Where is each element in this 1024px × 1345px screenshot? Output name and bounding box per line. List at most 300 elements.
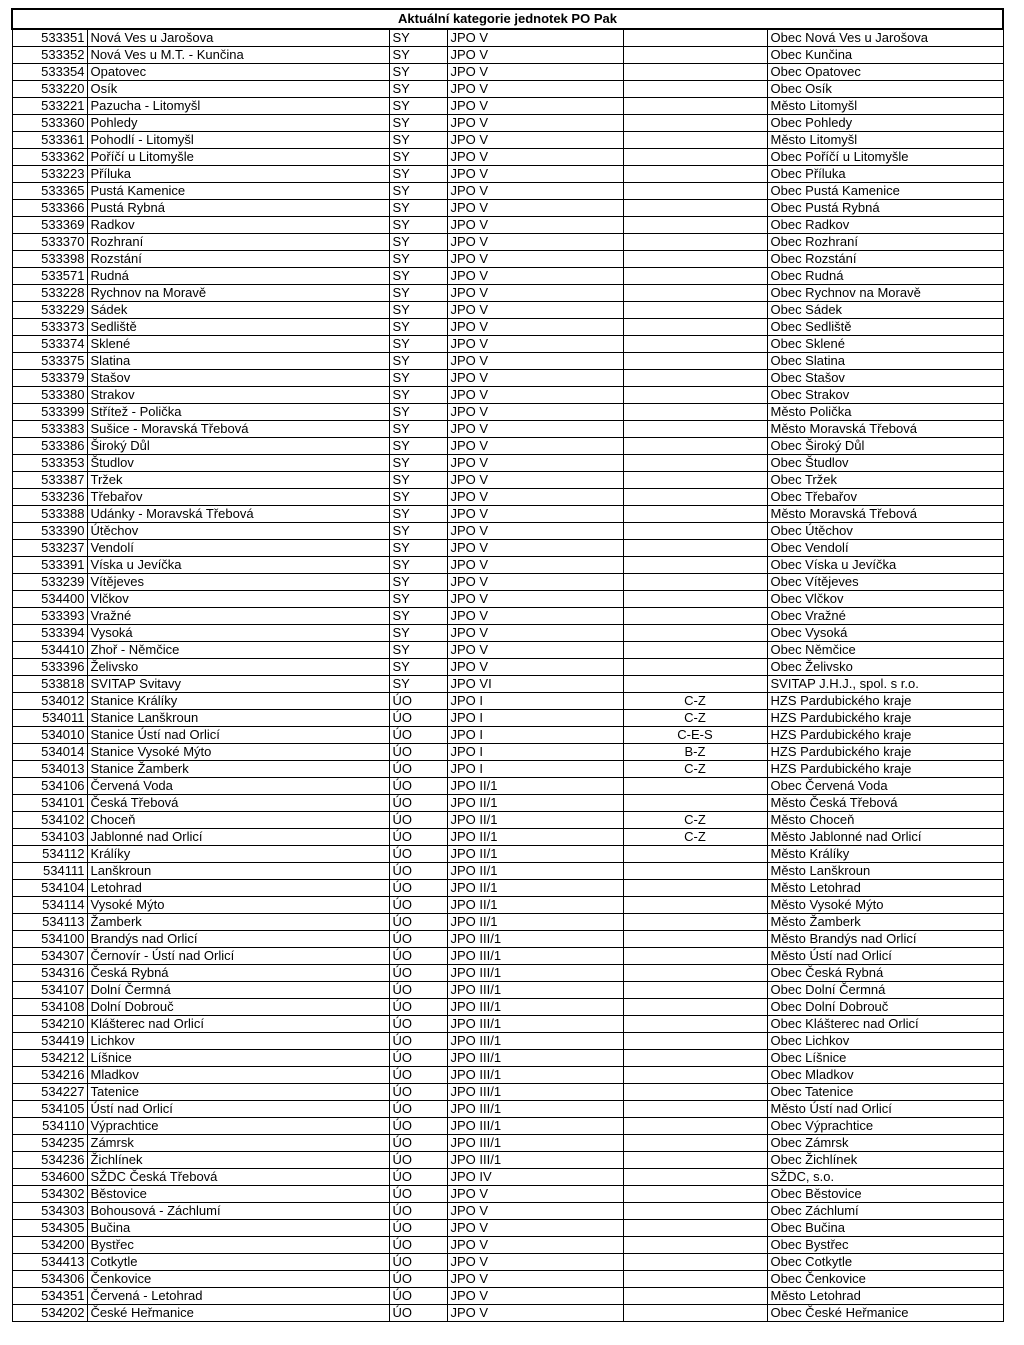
- unit-name-cell: Žamberk: [87, 914, 389, 931]
- category-cell: SY: [389, 149, 447, 166]
- owner-cell: Obec Příluka: [767, 166, 1003, 183]
- note-cell: [623, 880, 767, 897]
- category-cell: ÚO: [389, 1050, 447, 1067]
- table-row: [12, 829, 1003, 846]
- jpo-category-cell: JPO III/1: [447, 965, 623, 982]
- unit-name-cell: Ústí nad Orlicí: [87, 1101, 389, 1118]
- table-row: [12, 336, 1003, 353]
- note-cell: [623, 506, 767, 523]
- table-row: [12, 795, 1003, 812]
- unit-name-cell: Dolní Dobrouč: [87, 999, 389, 1016]
- unit-name-cell: Bohousová - Záchlumí: [87, 1203, 389, 1220]
- owner-cell: Obec Študlov: [767, 455, 1003, 472]
- jpo-category-cell: JPO I: [447, 727, 623, 744]
- unit-code-cell: 533236: [12, 489, 87, 506]
- note-cell: [623, 1254, 767, 1271]
- note-cell: [623, 914, 767, 931]
- jpo-category-cell: JPO III/1: [447, 1084, 623, 1101]
- jpo-category-cell: JPO III/1: [447, 1152, 623, 1169]
- owner-cell: Obec Pustá Rybná: [767, 200, 1003, 217]
- owner-cell: Obec Záchlumí: [767, 1203, 1003, 1220]
- note-cell: [623, 217, 767, 234]
- owner-cell: Obec Třebařov: [767, 489, 1003, 506]
- owner-cell: Obec Rozstání: [767, 251, 1003, 268]
- unit-name-cell: Sušice - Moravská Třebová: [87, 421, 389, 438]
- table-row: [12, 1101, 1003, 1118]
- table-row: [12, 914, 1003, 931]
- jpo-category-cell: JPO V: [447, 574, 623, 591]
- table-row: [12, 676, 1003, 693]
- category-cell: SY: [389, 523, 447, 540]
- unit-name-cell: Pustá Kamenice: [87, 183, 389, 200]
- note-cell: [623, 863, 767, 880]
- table-row: [12, 353, 1003, 370]
- unit-code-cell: 533383: [12, 421, 87, 438]
- jpo-category-cell: JPO V: [447, 370, 623, 387]
- note-cell: [623, 897, 767, 914]
- note-cell: [623, 540, 767, 557]
- jpo-category-cell: JPO V: [447, 642, 623, 659]
- unit-code-cell: 533386: [12, 438, 87, 455]
- unit-name-cell: Nová Ves u M.T. - Kunčina: [87, 47, 389, 64]
- unit-code-cell: 534111: [12, 863, 87, 880]
- unit-name-cell: Pazucha - Litomyšl: [87, 98, 389, 115]
- jpo-category-cell: JPO V: [447, 1271, 623, 1288]
- jpo-category-cell: JPO V: [447, 285, 623, 302]
- category-cell: ÚO: [389, 999, 447, 1016]
- owner-cell: Město Lanškroun: [767, 863, 1003, 880]
- jpo-category-cell: JPO V: [447, 1203, 623, 1220]
- table-row: [12, 404, 1003, 421]
- unit-name-cell: Bučina: [87, 1220, 389, 1237]
- category-cell: SY: [389, 336, 447, 353]
- category-cell: ÚO: [389, 778, 447, 795]
- unit-code-cell: 533239: [12, 574, 87, 591]
- category-cell: ÚO: [389, 1305, 447, 1322]
- note-cell: [623, 200, 767, 217]
- note-cell: [623, 319, 767, 336]
- table-row: [12, 489, 1003, 506]
- note-cell: B-Z: [623, 744, 767, 761]
- unit-name-cell: Stanice Žamberk: [87, 761, 389, 778]
- category-cell: ÚO: [389, 829, 447, 846]
- table-row: [12, 370, 1003, 387]
- jpo-category-cell: JPO V: [447, 1305, 623, 1322]
- unit-code-cell: 534216: [12, 1067, 87, 1084]
- category-cell: ÚO: [389, 1067, 447, 1084]
- note-cell: [623, 1118, 767, 1135]
- jpo-category-cell: JPO V: [447, 268, 623, 285]
- unit-code-cell: 533387: [12, 472, 87, 489]
- note-cell: [623, 778, 767, 795]
- table-row: [12, 710, 1003, 727]
- note-cell: [623, 1271, 767, 1288]
- unit-name-cell: Běstovice: [87, 1186, 389, 1203]
- owner-cell: Obec Nová Ves u Jarošova: [767, 29, 1003, 47]
- note-cell: [623, 353, 767, 370]
- note-cell: [623, 166, 767, 183]
- category-cell: ÚO: [389, 1220, 447, 1237]
- owner-cell: Obec Sádek: [767, 302, 1003, 319]
- category-cell: SY: [389, 81, 447, 98]
- unit-code-cell: 534112: [12, 846, 87, 863]
- jpo-category-cell: JPO III/1: [447, 1050, 623, 1067]
- category-cell: ÚO: [389, 1271, 447, 1288]
- jpo-category-cell: JPO V: [447, 540, 623, 557]
- note-cell: [623, 472, 767, 489]
- unit-name-cell: Jablonné nad Orlicí: [87, 829, 389, 846]
- unit-code-cell: 534200: [12, 1237, 87, 1254]
- note-cell: [623, 1169, 767, 1186]
- category-cell: ÚO: [389, 1254, 447, 1271]
- note-cell: [623, 370, 767, 387]
- category-cell: SY: [389, 506, 447, 523]
- jpo-category-cell: JPO V: [447, 404, 623, 421]
- jpo-category-cell: JPO V: [447, 1288, 623, 1305]
- jpo-category-cell: JPO V: [447, 149, 623, 166]
- category-cell: SY: [389, 132, 447, 149]
- category-cell: ÚO: [389, 982, 447, 999]
- note-cell: [623, 234, 767, 251]
- category-cell: ÚO: [389, 744, 447, 761]
- category-cell: ÚO: [389, 1169, 447, 1186]
- unit-name-cell: Nová Ves u Jarošova: [87, 29, 389, 47]
- category-cell: ÚO: [389, 727, 447, 744]
- table-row: [12, 149, 1003, 166]
- note-cell: [623, 1050, 767, 1067]
- jpo-category-cell: JPO V: [447, 29, 623, 47]
- owner-cell: Město Jablonné nad Orlicí: [767, 829, 1003, 846]
- unit-code-cell: 534413: [12, 1254, 87, 1271]
- table-row: [12, 574, 1003, 591]
- owner-cell: Obec Poříčí u Litomyšle: [767, 149, 1003, 166]
- owner-cell: Obec Vražné: [767, 608, 1003, 625]
- unit-code-cell: 533399: [12, 404, 87, 421]
- category-cell: SY: [389, 591, 447, 608]
- unit-name-cell: Opatovec: [87, 64, 389, 81]
- unit-name-cell: Třebařov: [87, 489, 389, 506]
- owner-cell: Obec Opatovec: [767, 64, 1003, 81]
- table-row: [12, 1152, 1003, 1169]
- note-cell: [623, 268, 767, 285]
- unit-name-cell: Dolní Čermná: [87, 982, 389, 999]
- unit-name-cell: Vendolí: [87, 540, 389, 557]
- category-cell: SY: [389, 387, 447, 404]
- unit-name-cell: Cotkytle: [87, 1254, 389, 1271]
- jpo-category-cell: JPO II/1: [447, 778, 623, 795]
- owner-cell: Město Žamberk: [767, 914, 1003, 931]
- jpo-category-cell: JPO V: [447, 302, 623, 319]
- owner-cell: Obec Líšnice: [767, 1050, 1003, 1067]
- unit-code-cell: 533223: [12, 166, 87, 183]
- table-row: [12, 744, 1003, 761]
- unit-code-cell: 533362: [12, 149, 87, 166]
- owner-cell: Město Vysoké Mýto: [767, 897, 1003, 914]
- unit-name-cell: Střítež - Polička: [87, 404, 389, 421]
- unit-code-cell: 533354: [12, 64, 87, 81]
- unit-name-cell: SŽDC Česká Třebová: [87, 1169, 389, 1186]
- unit-code-cell: 533369: [12, 217, 87, 234]
- unit-name-cell: Česká Rybná: [87, 965, 389, 982]
- table-row: [12, 846, 1003, 863]
- note-cell: [623, 1152, 767, 1169]
- jpo-category-cell: JPO V: [447, 183, 623, 200]
- table-row: [12, 1067, 1003, 1084]
- note-cell: [623, 1186, 767, 1203]
- unit-name-cell: Osík: [87, 81, 389, 98]
- unit-code-cell: 534010: [12, 727, 87, 744]
- jpo-category-cell: JPO V: [447, 81, 623, 98]
- jpo-category-cell: JPO II/1: [447, 914, 623, 931]
- unit-name-cell: Zámrsk: [87, 1135, 389, 1152]
- unit-code-cell: 533228: [12, 285, 87, 302]
- jpo-category-cell: JPO II/1: [447, 795, 623, 812]
- table-row: [12, 999, 1003, 1016]
- table-row: [12, 693, 1003, 710]
- jpo-category-cell: JPO V: [447, 421, 623, 438]
- title-row: [12, 9, 1003, 29]
- unit-name-cell: Lanškroun: [87, 863, 389, 880]
- note-cell: [623, 29, 767, 47]
- table-row: [12, 540, 1003, 557]
- unit-code-cell: 534351: [12, 1288, 87, 1305]
- owner-cell: Obec Víska u Jevíčka: [767, 557, 1003, 574]
- table-row: [12, 1203, 1003, 1220]
- note-cell: [623, 982, 767, 999]
- unit-name-cell: Strakov: [87, 387, 389, 404]
- unit-code-cell: 533237: [12, 540, 87, 557]
- unit-name-cell: Bystřec: [87, 1237, 389, 1254]
- unit-code-cell: 533818: [12, 676, 87, 693]
- unit-code-cell: 534106: [12, 778, 87, 795]
- jpo-category-cell: JPO V: [447, 523, 623, 540]
- owner-cell: Obec Vítějeves: [767, 574, 1003, 591]
- unit-name-cell: Študlov: [87, 455, 389, 472]
- jpo-category-cell: JPO V: [447, 1220, 623, 1237]
- category-cell: ÚO: [389, 795, 447, 812]
- owner-cell: Obec Radkov: [767, 217, 1003, 234]
- unit-name-cell: Klášterec nad Orlicí: [87, 1016, 389, 1033]
- owner-cell: Obec Lichkov: [767, 1033, 1003, 1050]
- table-row: [12, 455, 1003, 472]
- unit-name-cell: Pustá Rybná: [87, 200, 389, 217]
- jpo-category-cell: JPO V: [447, 319, 623, 336]
- owner-cell: Obec Mladkov: [767, 1067, 1003, 1084]
- owner-cell: Město Choceň: [767, 812, 1003, 829]
- table-row: [12, 387, 1003, 404]
- note-cell: [623, 149, 767, 166]
- owner-cell: Obec Výprachtice: [767, 1118, 1003, 1135]
- table-row: [12, 982, 1003, 999]
- owner-cell: Obec Tatenice: [767, 1084, 1003, 1101]
- table-title: Aktuální kategorie jednotek PO Pak: [12, 9, 1003, 29]
- unit-name-cell: Choceň: [87, 812, 389, 829]
- owner-cell: Obec Vlčkov: [767, 591, 1003, 608]
- note-cell: [623, 795, 767, 812]
- jpo-category-cell: JPO II/1: [447, 846, 623, 863]
- jpo-category-cell: JPO V: [447, 506, 623, 523]
- unit-code-cell: 533571: [12, 268, 87, 285]
- unit-name-cell: Líšnice: [87, 1050, 389, 1067]
- table-body: [12, 29, 1003, 1322]
- unit-name-cell: Stanice Lanškroun: [87, 710, 389, 727]
- jpo-category-cell: JPO I: [447, 761, 623, 778]
- jpo-category-cell: JPO V: [447, 659, 623, 676]
- note-cell: [623, 1084, 767, 1101]
- unit-code-cell: 534410: [12, 642, 87, 659]
- owner-cell: Obec Široký Důl: [767, 438, 1003, 455]
- category-cell: ÚO: [389, 710, 447, 727]
- unit-code-cell: 534102: [12, 812, 87, 829]
- unit-code-cell: 534227: [12, 1084, 87, 1101]
- unit-name-cell: Sádek: [87, 302, 389, 319]
- table-row: [12, 1016, 1003, 1033]
- jpo-category-cell: JPO V: [447, 47, 623, 64]
- unit-code-cell: 533388: [12, 506, 87, 523]
- unit-code-cell: 533370: [12, 234, 87, 251]
- table-row: [12, 659, 1003, 676]
- note-cell: [623, 557, 767, 574]
- note-cell: [623, 183, 767, 200]
- jpo-category-cell: JPO V: [447, 98, 623, 115]
- note-cell: [623, 1101, 767, 1118]
- jpo-category-cell: JPO IV: [447, 1169, 623, 1186]
- category-cell: SY: [389, 455, 447, 472]
- unit-code-cell: 533393: [12, 608, 87, 625]
- unit-code-cell: 533380: [12, 387, 87, 404]
- jpo-category-cell: JPO II/1: [447, 880, 623, 897]
- jpo-category-cell: JPO V: [447, 591, 623, 608]
- unit-name-cell: Čenkovice: [87, 1271, 389, 1288]
- owner-cell: Obec Červená Voda: [767, 778, 1003, 795]
- unit-code-cell: 533379: [12, 370, 87, 387]
- jpo-category-cell: JPO III/1: [447, 1135, 623, 1152]
- category-cell: SY: [389, 540, 447, 557]
- note-cell: C-Z: [623, 829, 767, 846]
- category-cell: ÚO: [389, 880, 447, 897]
- note-cell: [623, 421, 767, 438]
- unit-code-cell: 533221: [12, 98, 87, 115]
- owner-cell: Město Polička: [767, 404, 1003, 421]
- unit-name-cell: Rozhraní: [87, 234, 389, 251]
- note-cell: [623, 438, 767, 455]
- owner-cell: Město Ústí nad Orlicí: [767, 1101, 1003, 1118]
- category-cell: SY: [389, 166, 447, 183]
- owner-cell: HZS Pardubického kraje: [767, 693, 1003, 710]
- jpo-category-cell: JPO V: [447, 200, 623, 217]
- note-cell: [623, 1033, 767, 1050]
- table-row: [12, 506, 1003, 523]
- unit-name-cell: Vítějeves: [87, 574, 389, 591]
- jpo-category-cell: JPO III/1: [447, 1101, 623, 1118]
- table-row: [12, 98, 1003, 115]
- table-row: [12, 132, 1003, 149]
- unit-code-cell: 533394: [12, 625, 87, 642]
- note-cell: [623, 251, 767, 268]
- owner-cell: Město Ústí nad Orlicí: [767, 948, 1003, 965]
- note-cell: [623, 676, 767, 693]
- owner-cell: HZS Pardubického kraje: [767, 727, 1003, 744]
- owner-cell: Obec Vendolí: [767, 540, 1003, 557]
- unit-code-cell: 534113: [12, 914, 87, 931]
- table-row: [12, 897, 1003, 914]
- table-row: [12, 234, 1003, 251]
- jpo-category-cell: JPO III/1: [447, 1016, 623, 1033]
- unit-name-cell: Mladkov: [87, 1067, 389, 1084]
- unit-code-cell: 534307: [12, 948, 87, 965]
- table-row: [12, 778, 1003, 795]
- unit-name-cell: Červená - Letohrad: [87, 1288, 389, 1305]
- unit-name-cell: Tržek: [87, 472, 389, 489]
- jpo-category-cell: JPO V: [447, 557, 623, 574]
- table-row: [12, 472, 1003, 489]
- category-cell: SY: [389, 370, 447, 387]
- unit-code-cell: 534305: [12, 1220, 87, 1237]
- table-row: [12, 1186, 1003, 1203]
- unit-name-cell: Radkov: [87, 217, 389, 234]
- note-cell: [623, 608, 767, 625]
- category-cell: SY: [389, 438, 447, 455]
- unit-code-cell: 533396: [12, 659, 87, 676]
- jpo-category-cell: JPO V: [447, 1186, 623, 1203]
- unit-code-cell: 533353: [12, 455, 87, 472]
- table-row: [12, 1254, 1003, 1271]
- owner-cell: HZS Pardubického kraje: [767, 744, 1003, 761]
- jpo-category-cell: JPO I: [447, 693, 623, 710]
- table-row: [12, 421, 1003, 438]
- unit-name-cell: Želivsko: [87, 659, 389, 676]
- table-row: [12, 319, 1003, 336]
- table-row: [12, 1271, 1003, 1288]
- category-cell: SY: [389, 29, 447, 47]
- table-row: [12, 1033, 1003, 1050]
- note-cell: [623, 1237, 767, 1254]
- unit-code-cell: 533229: [12, 302, 87, 319]
- category-cell: ÚO: [389, 897, 447, 914]
- table-row: [12, 948, 1003, 965]
- category-cell: SY: [389, 608, 447, 625]
- category-cell: SY: [389, 489, 447, 506]
- owner-cell: Obec Rudná: [767, 268, 1003, 285]
- note-cell: [623, 591, 767, 608]
- owner-cell: Město Králíky: [767, 846, 1003, 863]
- unit-name-cell: Udánky - Moravská Třebová: [87, 506, 389, 523]
- owner-cell: Obec Želivsko: [767, 659, 1003, 676]
- category-cell: SY: [389, 472, 447, 489]
- category-cell: SY: [389, 404, 447, 421]
- category-cell: ÚO: [389, 1186, 447, 1203]
- unit-name-cell: Králíky: [87, 846, 389, 863]
- unit-code-cell: 533361: [12, 132, 87, 149]
- owner-cell: Obec Dolní Dobrouč: [767, 999, 1003, 1016]
- unit-name-cell: Slatina: [87, 353, 389, 370]
- note-cell: [623, 285, 767, 302]
- jpo-category-cell: JPO V: [447, 489, 623, 506]
- unit-name-cell: Poříčí u Litomyšle: [87, 149, 389, 166]
- table-row: [12, 81, 1003, 98]
- unit-code-cell: 533366: [12, 200, 87, 217]
- category-cell: SY: [389, 200, 447, 217]
- jpo-category-cell: JPO V: [447, 217, 623, 234]
- table-row: [12, 1135, 1003, 1152]
- owner-cell: Obec Sklené: [767, 336, 1003, 353]
- table-row: [12, 217, 1003, 234]
- owner-cell: Obec Dolní Čermná: [767, 982, 1003, 999]
- note-cell: [623, 1203, 767, 1220]
- unit-code-cell: 534400: [12, 591, 87, 608]
- jpo-category-cell: JPO V: [447, 234, 623, 251]
- owner-cell: Obec Tržek: [767, 472, 1003, 489]
